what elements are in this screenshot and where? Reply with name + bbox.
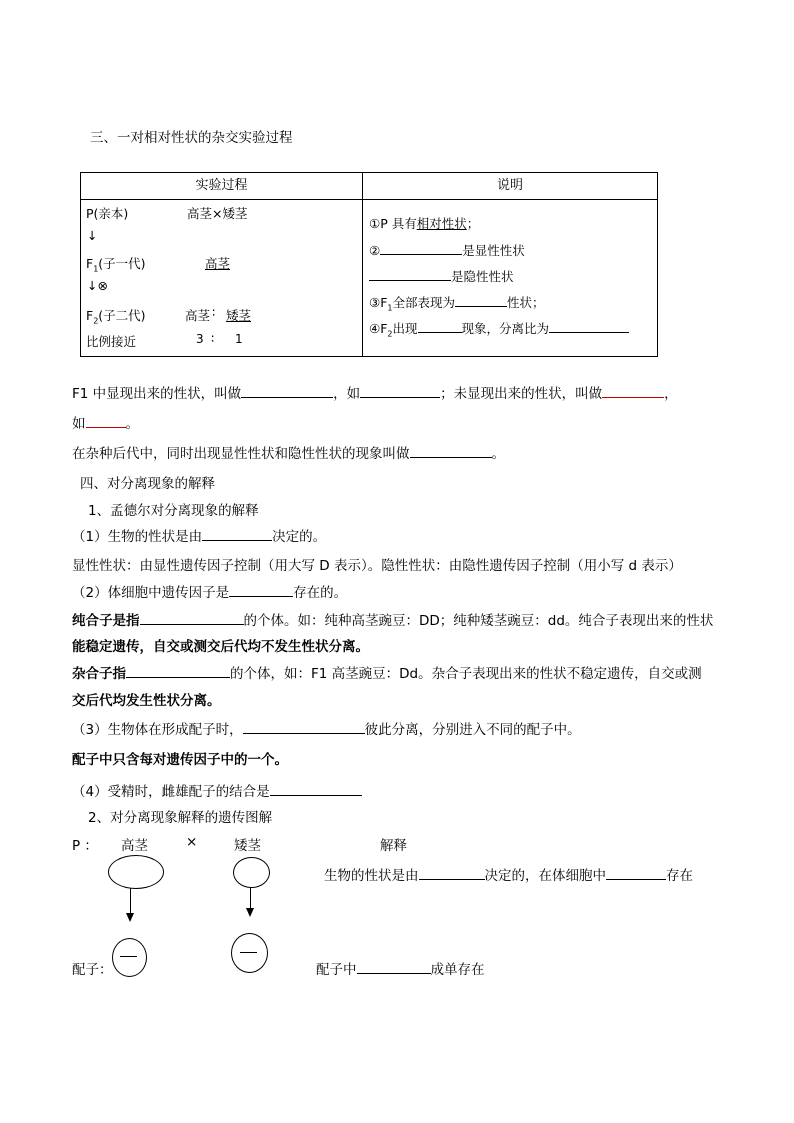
note-1: ①P 具有相对性状；: [369, 216, 480, 231]
tall-gamete-circle: [112, 938, 147, 977]
tall-gamete-blank: [120, 956, 137, 957]
explain-title: 解释: [380, 838, 407, 854]
tall-label: 高茎: [121, 838, 148, 854]
section-3-title: 三、一对相对性状的杂交实验过程: [90, 130, 293, 146]
question-2: （2）体细胞中遗传因子是 存在的。: [72, 581, 347, 601]
explain-line-2: 配子中 成单存在: [316, 958, 485, 978]
segregation-definition-line: 在杂种后代中，同时出现显性性状和隐性性状的现象叫做 。: [72, 442, 505, 462]
f1-value: 高茎: [205, 256, 231, 271]
subsection-1-title: 1、孟德尔对分离现象的解释: [88, 503, 259, 519]
heterozygote-line-2: 交后代均发生性状分离。: [72, 693, 221, 709]
dwarf-arrow-line: [250, 887, 251, 909]
ratio-a: 3: [196, 332, 204, 346]
ratio-colon: ∶: [211, 331, 215, 346]
recessive-example-line: 如 。: [72, 412, 139, 432]
section-4-title: 四、对分离现象的解释: [80, 476, 215, 492]
tall-parent-oval: [108, 855, 164, 889]
experiment-table: [80, 172, 658, 357]
note-4: $③F_1$全部表现为 性状；: [369, 292, 545, 313]
dwarf-gamete-blank: [240, 952, 257, 953]
dominance-line: 显性性状：由显性遗传因子控制（用大写 D 表示）。隐性性状：由隐性遗传因子控制（用小写 d 表示）: [72, 558, 682, 574]
explain-line-1: 生物的性状是由 决定的，在体细胞中 存在: [324, 864, 693, 884]
subsection-2-title: 2、对分离现象解释的遗传图解: [88, 810, 273, 826]
gamete-label: 配子：: [72, 962, 113, 978]
down-arrow-icon: [126, 913, 134, 922]
f2-dwarf: 矮茎: [226, 308, 252, 323]
table-header-process: 实验过程: [81, 173, 363, 200]
note-2: ② 是显性性状: [369, 240, 525, 259]
down-arrow-icon: [246, 908, 254, 917]
f1-label: $F_1$(子一代): [86, 256, 146, 274]
selfing-arrow-icon: ↓⊗: [87, 278, 108, 293]
dwarf-parent-oval: [233, 857, 270, 888]
homozygote-line-2: 能稳定遗传，自交或测交后代均不发生性状分离。: [72, 639, 369, 655]
f2-tall: 高茎: [185, 308, 211, 323]
question-3: （3）生物体在形成配子时， 彼此分离，分别进入不同的配子中。: [72, 718, 581, 738]
down-arrow-icon: ↓: [87, 228, 98, 243]
question-4: （4）受精时，雌雄配子的结合是: [72, 780, 362, 800]
f2-separator: ∶: [212, 305, 216, 320]
p-label: P(亲本): [86, 206, 129, 221]
dominant-definition-line: F1 中显现出来的性状，叫做 ，如 ；未显现出来的性状，叫做 ，: [72, 382, 678, 402]
note-5: $④F_2$出现 现象，分离比为: [369, 318, 629, 339]
f2-label: $F_2$(子二代): [86, 308, 146, 326]
process-cell: [81, 200, 363, 357]
table-header-notes: 说明: [363, 173, 658, 200]
cross-symbol: ×: [186, 834, 198, 850]
homozygote-line: 纯合子是指 的个体。如：纯种高茎豌豆：DD；纯种矮茎豌豆：dd。纯合子表现出来的性状: [72, 609, 713, 629]
question-1: （1）生物的性状是由 决定的。: [72, 525, 326, 545]
p-cross: 高茎×矮茎: [187, 206, 248, 221]
heterozygote-line: 杂合子指 的个体，如：F1 高茎豌豆：Dd。杂合子表现出来的性状不稳定遗传，自交或测: [72, 662, 702, 682]
p-generation-label: P ：: [72, 838, 98, 854]
notes-cell: [363, 200, 658, 357]
note-3: 是隐性性状: [369, 266, 514, 285]
dwarf-label: 矮茎: [234, 838, 261, 854]
gamete-statement: 配子中只含每对遗传因子中的一个。: [72, 752, 288, 768]
ratio-label: 比例接近: [86, 334, 137, 349]
ratio-b: 1: [235, 332, 243, 346]
tall-arrow-line: [130, 888, 131, 914]
